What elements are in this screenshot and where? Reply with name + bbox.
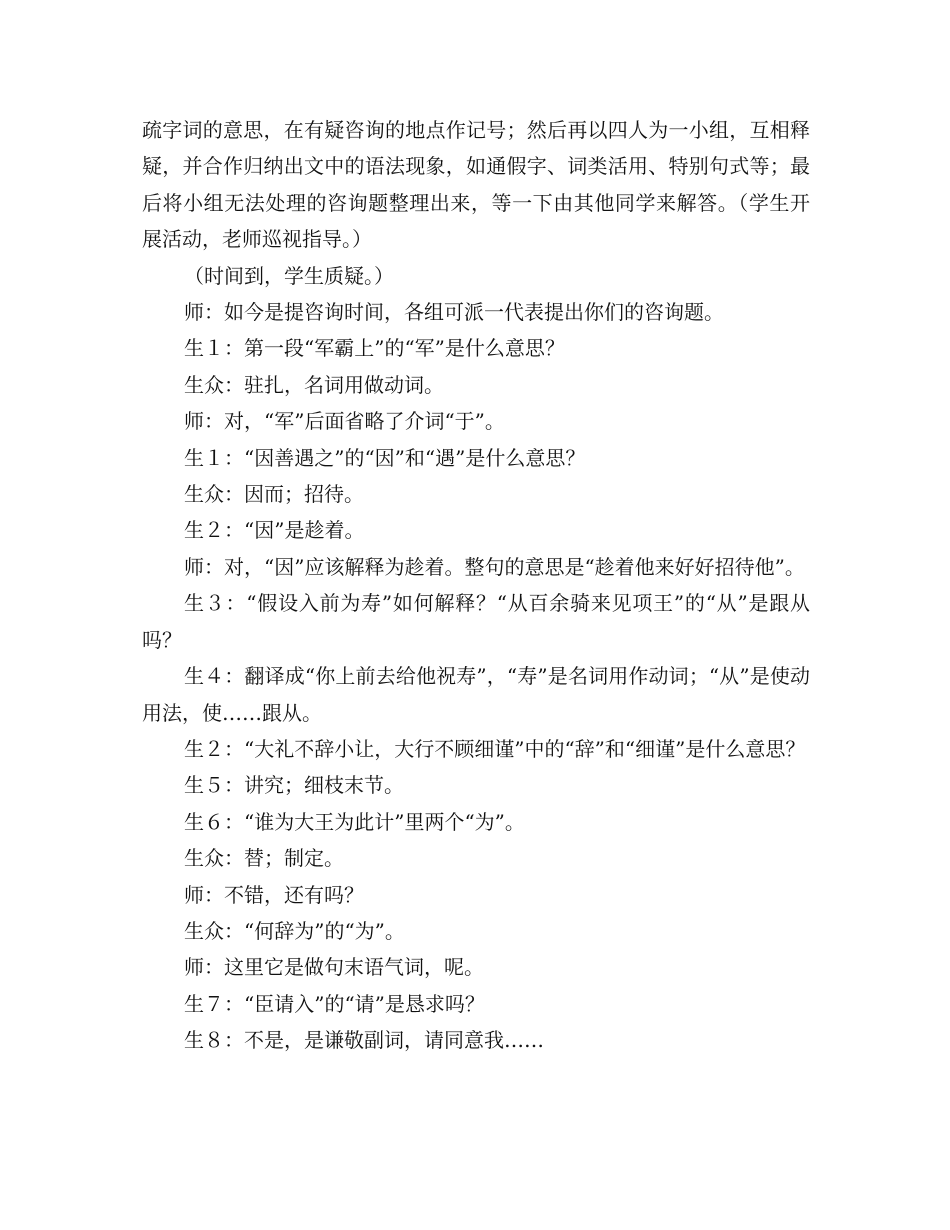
- paragraph: 生３：“假设入前为寿”如何解释？“从百余骑来见项王”的“从”是跟从吗？: [142, 591, 810, 652]
- paragraph: 师：对，“因”应该解释为趁着。整句的意思是“趁着他来好好招待他”。: [184, 554, 805, 579]
- paragraph: 疏字词的意思，在有疑咨询的地点作记号；然后再以四人为一小组，互相释疑，并合作归纳出文中的语法现象，如通假字、词类活用、特别句式等；最后将小组无法处理的咨询题整理出来，等一下由其他同学来解答。（学生开展活动，老师巡视指导。）: [142, 118, 810, 252]
- paragraph: 生８：不是，是谦敬副词，请同意我……: [184, 1028, 544, 1053]
- paragraph: 生６：“谁为大王为此计”里两个“为”。: [184, 809, 525, 834]
- paragraph: 生７：“臣请入”的“请”是恳求吗？: [184, 991, 485, 1016]
- document-body: [142, 112, 810, 1059]
- paragraph: 生１：“因善遇之”的“因”和“遇”是什么意思？: [184, 445, 586, 470]
- paragraph: 师：如今是提咨询时间，各组可派一代表提出你们的咨询题。: [184, 300, 724, 325]
- paragraph: 生众：驻扎，名词用做动词。: [184, 372, 444, 397]
- paragraph: 师：不错，还有吗？: [184, 882, 364, 907]
- paragraph: 生众：“何辞为”的“为”。: [184, 918, 405, 943]
- paragraph: 生２：“因”是趁着。: [184, 518, 365, 543]
- paragraph: 生５：讲究；细枝末节。: [184, 773, 404, 798]
- paragraph: 师：这里它是做句末语气词，呢。: [184, 955, 484, 980]
- paragraph: 生众：替；制定。: [184, 846, 344, 871]
- paragraph: 生众：因而；招待。: [184, 482, 364, 507]
- paragraph: （时间到，学生质疑。）: [184, 263, 394, 288]
- paragraph: 生２：“大礼不辞小让，大行不顾细谨”中的“辞”和“细谨”是什么意思？: [184, 736, 806, 761]
- paragraph: 师：对，“军”后面省略了介词“于”。: [184, 409, 505, 434]
- paragraph: 生４：翻译成“你上前去给他祝寿”，“寿”是名词用作动词；“从”是使动用法，使……跟从。: [142, 664, 810, 725]
- paragraph: 生１：第一段“军霸上”的“军”是什么意思？: [184, 336, 565, 361]
